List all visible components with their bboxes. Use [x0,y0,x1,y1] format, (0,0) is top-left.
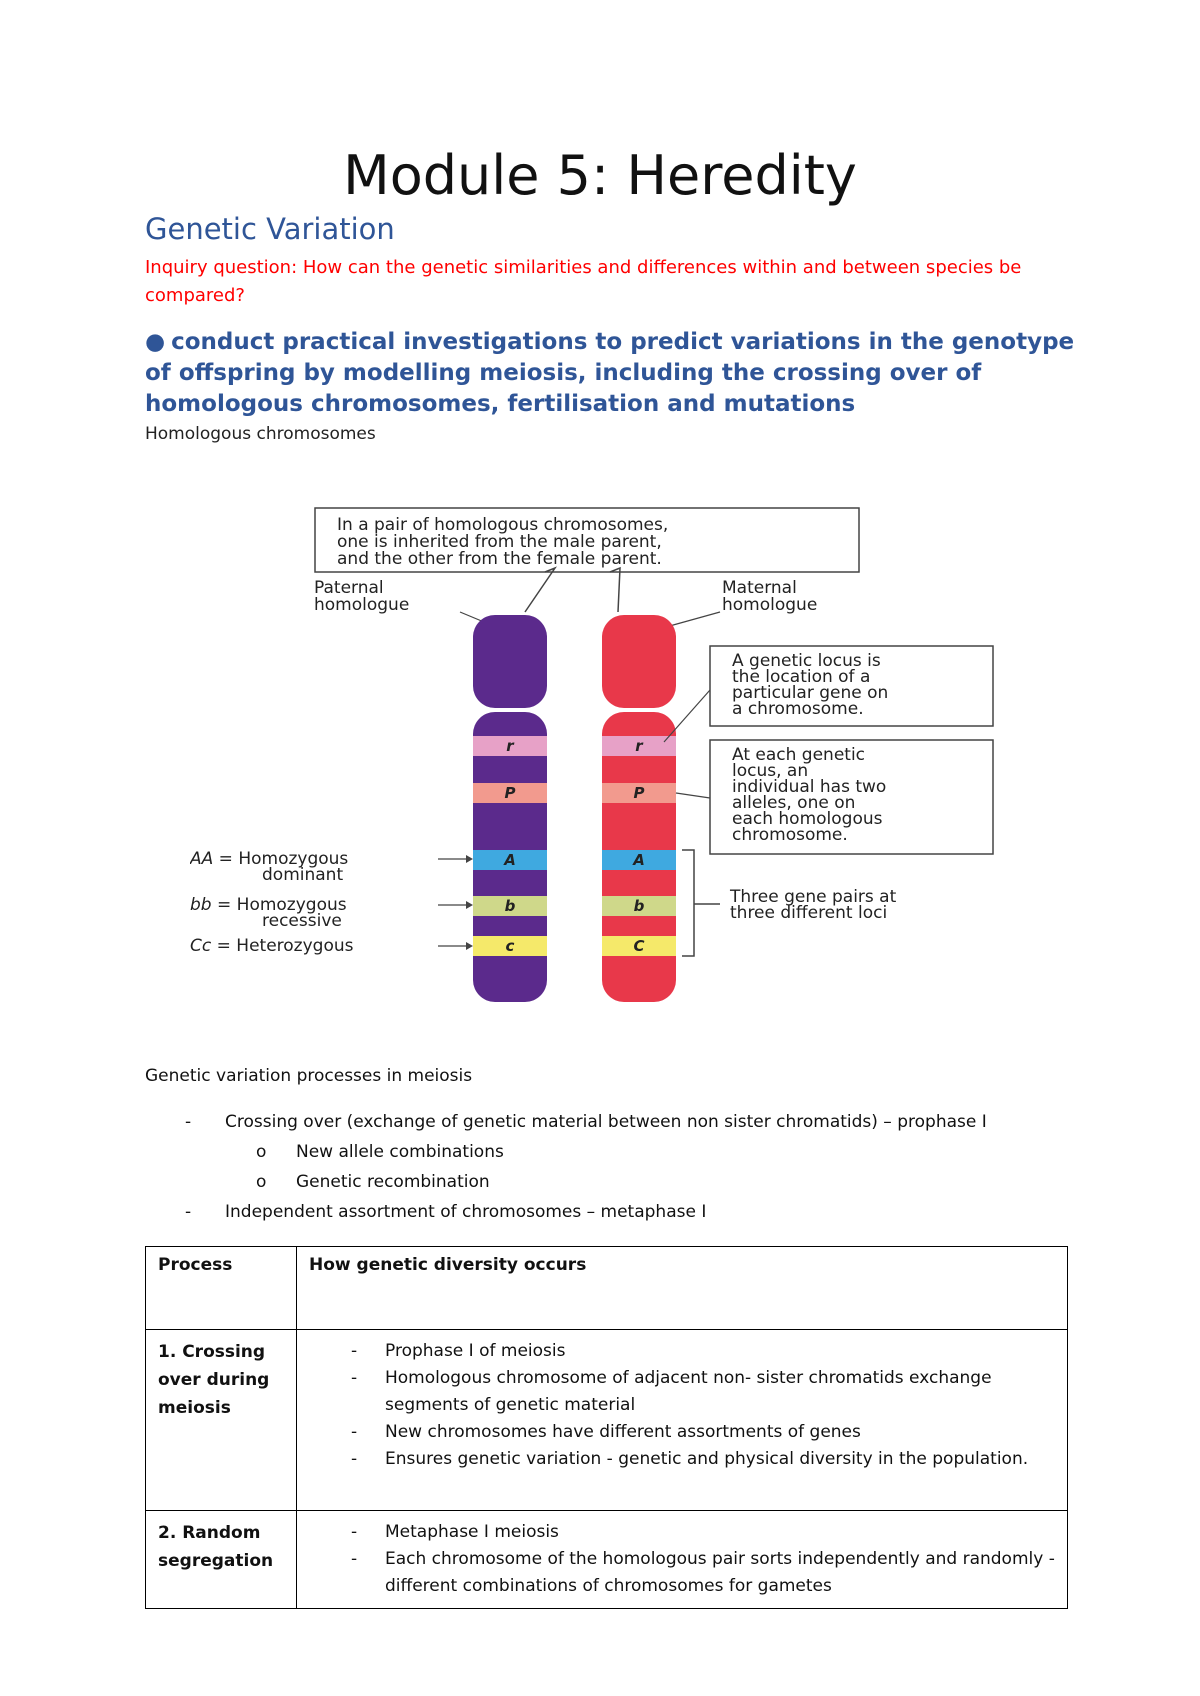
callout-pointer-left [525,568,555,612]
list-item: - Metaphase I meiosis [309,1519,1055,1546]
diversity-table-wrap [145,1246,1068,1609]
maternal-allele-b: b [633,897,645,915]
gene-pairs-line-1: Three gene pairs at [730,887,897,907]
row-points-list [309,1519,1055,1600]
genotype-cc-symbol: Cc [190,936,212,956]
list-item-text: Independent assortment of chromosomes – metaphase I [225,1202,707,1222]
table-row [146,1511,1068,1609]
paternal-label-line-1: Paternal [314,578,384,598]
top-callout-line-2: one is inherited from the male parent, [337,532,662,552]
genotype-aa-desc-1: Homozygous [238,849,349,869]
list-item [185,1202,706,1222]
list-item [185,1112,987,1132]
paternal-chromosome [473,615,547,1002]
genotype-cc-equals: = [211,936,237,956]
row-points-cell [297,1330,1068,1511]
header-process: Process [146,1247,297,1330]
header-diversity: How genetic diversity occurs [297,1247,1068,1330]
list-item-text: Genetic recombination [296,1172,490,1192]
paternal-label-line-2: homologue [314,595,410,615]
list-marker: - [185,1112,192,1132]
row-process-cell [146,1511,297,1609]
maternal-label-line-1: Maternal [722,578,797,598]
maternal-short-arm [602,615,676,708]
section-heading: Genetic Variation [145,212,395,246]
allele-callout-line-5: each homologous [732,809,883,829]
homologous-chromosomes-figure [190,500,1010,1010]
row-process-cell [146,1330,297,1511]
top-callout-line-1: In a pair of homologous chromosomes, [337,515,669,535]
row-points-cell [297,1511,1068,1609]
row-process-name: 2. Random segregation [158,1523,274,1571]
gene-pairs-bracket [682,850,694,956]
gene-pairs-line-2: three different loci [730,903,888,923]
locus-callout-line-3: particular gene on [732,683,889,703]
locus-callout-line-1: A genetic locus is [732,651,881,671]
genotype-aa-equals: = [213,849,239,869]
maternal-allele-c: C [633,937,645,955]
allele-callout-line-2: locus, an [732,761,809,781]
syllabus-outcome [145,327,1075,420]
list-item-text: New allele combinations [296,1142,504,1162]
list-item: - Prophase I of meiosis [309,1338,1055,1365]
document-title: Module 5: Heredity [343,144,857,207]
inquiry-question: Inquiry question: How can the genetic similarities and differences within and between species be compared? [145,257,1022,306]
paternal-short-arm [473,615,547,708]
table-header-row [146,1247,1068,1330]
maternal-allele-p: P [633,784,645,802]
maternal-allele-r: r [635,737,643,755]
genotype-cc-label [190,936,354,956]
locus-callout-line-4: a chromosome. [732,699,864,719]
list-item [256,1142,504,1162]
allele-callout-line-1: At each genetic [732,745,866,765]
callout-pointer-right [610,568,620,612]
table-row [146,1330,1068,1511]
paternal-allele-c: c [505,937,515,955]
list-item: - Homologous chromosome of adjacent non- sister chromatids exchange segments of genetic material [309,1365,1055,1419]
genotype-cc-desc-1: Heterozygous [236,936,354,956]
list-item: - Ensures genetic variation - genetic and physical diversity in the population. [309,1446,1055,1473]
allele-callout-line-6: chromosome. [732,825,848,845]
list-marker: - [185,1202,192,1222]
paternal-allele-a: A [504,851,516,869]
list-marker: o [256,1172,267,1192]
diversity-table [145,1246,1068,1609]
allele-pointer [676,793,710,798]
processes-heading: Genetic variation processes in meiosis [145,1066,473,1086]
list-item [256,1172,490,1192]
paternal-allele-b: b [504,897,516,915]
aa-arrowhead [466,855,473,863]
list-item: - Each chromosome of the homologous pair sorts independently and randomly - different combinations of chromosomes for gametes [309,1546,1055,1600]
figure-caption: Homologous chromosomes [145,424,376,444]
genotype-aa-symbol: AA [190,849,214,869]
outcome-text: conduct practical investigations to predict variations in the genotype of offspring by modelling meiosis, including the crossing over of homologous chromosomes, fertilisation and mutations [145,329,1075,417]
maternal-allele-a: A [633,851,645,869]
allele-callout-line-4: alleles, one on [732,793,856,813]
top-callout-line-3: and the other from the female parent. [337,549,662,569]
row-process-name: 1. Crossing over during meiosis [158,1342,270,1418]
allele-callout-line-3: individual has two [732,777,887,797]
chromosome-diagram [190,500,1010,1010]
list-item: - New chromosomes have different assortments of genes [309,1419,1055,1446]
list-marker: o [256,1142,267,1162]
genotype-bb-equals: = [211,895,237,915]
paternal-allele-r: r [506,737,514,755]
bb-arrowhead [466,901,473,909]
cc-arrowhead [466,942,473,950]
locus-callout-line-2: the location of a [732,667,871,687]
genotype-bb-desc-1: Homozygous [236,895,347,915]
genotype-bb-desc-2: recessive [262,911,342,931]
genotype-aa-desc-2: dominant [262,865,344,885]
list-item-text: Crossing over (exchange of genetic material between non sister chromatids) – prophase I [225,1112,987,1132]
maternal-chromosome [602,615,676,1002]
row-points-list [309,1338,1055,1473]
genotype-bb-symbol: bb [190,895,212,915]
outcome-bullet: ● [145,329,166,355]
paternal-allele-p: P [504,784,516,802]
maternal-label-line-2: homologue [722,595,818,615]
